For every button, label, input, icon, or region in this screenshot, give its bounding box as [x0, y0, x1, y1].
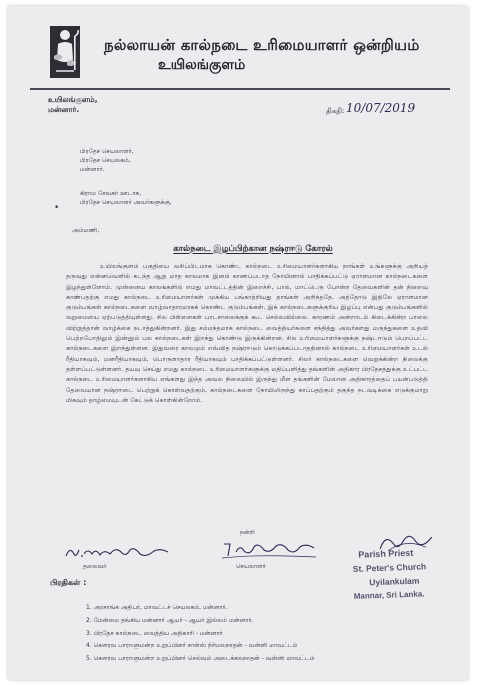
stamp-line2: St. Peter's Church: [352, 561, 427, 574]
bullet-mark: •: [54, 203, 60, 213]
shepherd-logo-icon: [50, 26, 80, 78]
list-item: 4. கௌரவ பாராளுமன்ற உறுப்பினர் சாள்ஸ் நிர்மலநாதன் - வன்னி மாவட்டம்: [86, 642, 298, 650]
salutation: அம்மணி,: [72, 227, 100, 234]
list-item: 5. கௌரவ பாராளுமன்ற உறுப்பினர் செல்வம் அடைக்கலநாதன் - வன்னி மாவட்டம்: [86, 655, 315, 663]
closing-thanks: நன்றி: [240, 529, 255, 536]
parish-stamp: [350, 534, 465, 612]
organization-place: உயிலங்குளம்: [158, 57, 246, 73]
president-role: தலைவர்: [83, 563, 107, 570]
copies-list: [86, 602, 314, 666]
stamp-line4: Mannar, Sri Lanka.: [353, 589, 425, 601]
stamp-line1: Parish Priest: [358, 547, 414, 560]
recipient-line3: மன்னார்.: [80, 166, 105, 173]
recipient-line1: பிரதேச செயலாளர்,: [80, 148, 134, 155]
copies-label: பிரதிகள் :: [50, 578, 87, 587]
letterhead-divider: [30, 88, 450, 90]
sender-address-line1: உயிலங்குளம்,: [48, 95, 98, 104]
secretary-role: செயலாளர்: [236, 563, 266, 570]
via-line2: பிரதேச செயலாளர் அவர்களுக்கு,: [80, 199, 172, 206]
secretary-signature: [220, 538, 320, 560]
via-line1: கிராம சேவகர் ஊடாக,: [80, 190, 142, 197]
letter-page: [8, 6, 468, 680]
list-item: 3. பிரதேச கால்நடை வைத்திய அதிகாரி - மன்னார்: [86, 629, 223, 637]
list-item: 2. மேன்மை தங்கிய மன்னார் ஆயர் - ஆயர் இல்லம் மன்னார்.: [86, 616, 254, 624]
list-item: 1. அரசாங்க அதிபர், மாவட்டச் செயலகம், மன்னார்.: [86, 604, 228, 611]
recipient-line2: பிரதேச செயலகம்,: [80, 157, 131, 164]
letter-subject: கால்நடை இழப்பிற்கான நஷ்ரஈடு கோரல்: [173, 244, 333, 254]
sender-address-line2: மன்னார்.: [48, 105, 80, 114]
letter-body: உயிலங்குளம் பகுதியை வசிப்பிடமாக கொண்ட கால்நடை உரிமையாளர்களாகிய நாங்கள் உங்களுக்கு அறியத் தருவது என்னவெனில் கடந்த ஆறு மாத காலமாக இனம் காணப்படாத நோயினால் பாதிக்கப்பட்டு ஏராளமான கால்நடைகளை இழந்துள்ளோம். முன்னைய காலங்களில் எமது மாவட்டத்தின் இறைச்சி, பால், மாட்டெரு போன்ற தேவைகளின் தன் நிறைவு காண்பதற்கு எமது கால்நடை உரிமையாளர்கள் முக்கிய பங்காற்றியது தாங்கள் அறிந்ததே. அத்தோடு இதிலே ஏராளமான குடும்பங்கள் கால்நடைகளை வாழ்வாதாரமாகக் கொண்ட குடும்பங்கள். இக் கால்நடைகளுக்குரிய இழப்பு என்பது குடும்பங்களில் வறுமையை ஏற்படுத்தியுள்ளது. சில பிள்ளைகள் பாடசாலைக்குக் கூட செல்லவில்லை. காரணம் அன்றாடம் கிடைக்கின்ற பாலை விற்றுத்தான் வாழ்க்கை நடாத்துகின்றனர். இது சம்மந்தமாக கால்நடை வைத்தியர்களை சந்தித்து அவர்களது மருந்துகளை உதவி பெற்றபோதிலும் இன்னும் பல கால்நடைகள் இறந்து கொண்டு இருக்கின்றன. சில உரிமையாளர்களுக்கு நஷ்டஈடும் பெறப்பட்ட கால்நடைகளை இறந்துள்ளன. இதுவரை காலமும் எவ்வித நஷ்ரஈடும் கொடுக்கப்படாததினால் கால்நடை உரிமையாளர்கள் உடல் ரீதியாகவும், மனரீதியாகவும், பொருளாதார ரீதியாகவும் பாதிக்கப்பட்டுள்ளனர். சிலர் கால்நடைகளை வெறுக்கின்ற நிலைக்கு தள்ளப்பட்டுள்ளனர். தயவு செய்து எமது கால்நடை உரிமையாளர்களுக்கு மதிப்பளித்து தங்களின் அதிகார பிரதேசத்துக்கு உட்பட்ட கால்நடை உரிமையாளர்களாகிய எங்களது இந்த அவல நிலையில் இருந்து மீள தங்களின் மேலான அதிகாரத்தைப் பயன்படுத்தி தேவையான நஷ்ரஈடை பெற்றுக் கொள்வதற்கும், கால்நடைகளை நோயிலிருந்து காப்பதற்கும் தகுந்த நடவடிக்கை எடுக்குமாறு மிகவும் தாழ்மையுடன் கேட்டுக் கொள்கின்றோம்.: [66, 263, 428, 404]
stamp-line3: Uyilankulam: [369, 575, 420, 588]
date-value: 10/07/2019: [346, 101, 416, 115]
president-signature: [64, 542, 174, 562]
date-field: [326, 103, 466, 117]
organization-name: நல்லாயன் கால்நடை உரிமையாளர் ஒன்றியம்: [104, 36, 420, 54]
date-label: திகதி:: [326, 107, 345, 115]
